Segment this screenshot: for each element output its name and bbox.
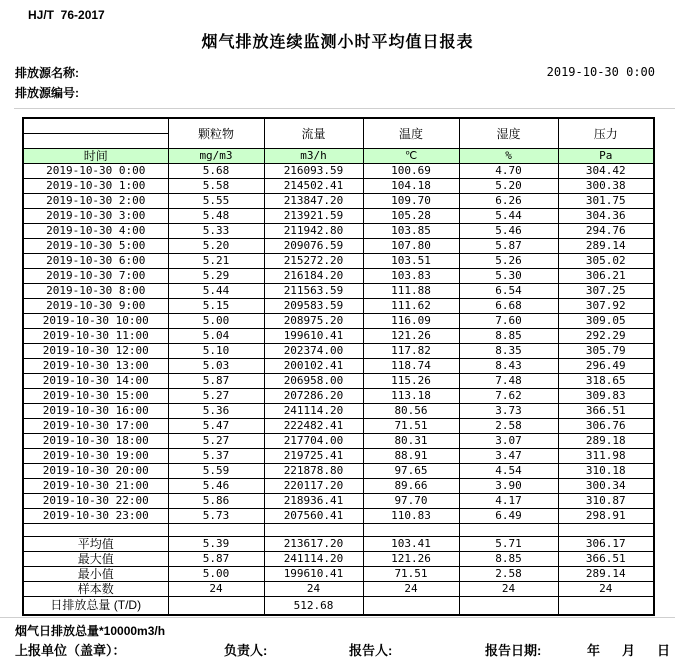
value-cell-particulate: 5.59 <box>168 464 264 479</box>
summary-label-cell: 样本数 <box>23 582 168 597</box>
table-row <box>23 404 654 419</box>
value-cell-humidity: 8.85 <box>459 329 558 344</box>
value-cell-pressure: 309.05 <box>558 314 654 329</box>
table-row <box>23 254 654 269</box>
time-cell: 2019-10-30 18:00 <box>23 434 168 449</box>
value-cell-pressure: 301.75 <box>558 194 654 209</box>
summary-label-cell: 最大值 <box>23 552 168 567</box>
value-cell-particulate: 5.87 <box>168 374 264 389</box>
value-cell-humidity: 4.54 <box>459 464 558 479</box>
value-cell-particulate: 5.73 <box>168 509 264 524</box>
value-cell-humidity: 5.46 <box>459 224 558 239</box>
time-cell: 2019-10-30 1:00 <box>23 179 168 194</box>
day-label: 日 <box>657 643 671 658</box>
value-cell-humidity: 5.26 <box>459 254 558 269</box>
value-cell-humidity: 6.26 <box>459 194 558 209</box>
value-cell-pressure: 311.98 <box>558 449 654 464</box>
data-rows <box>23 164 654 524</box>
time-cell: 2019-10-30 9:00 <box>23 299 168 314</box>
table-row <box>23 494 654 509</box>
summary-label-cell: 平均值 <box>23 537 168 552</box>
value-cell-temperature: 117.82 <box>363 344 459 359</box>
value-cell-particulate: 5.27 <box>168 434 264 449</box>
value-cell-temperature: 110.83 <box>363 509 459 524</box>
signature-line <box>0 640 675 658</box>
summary-value-particulate: 5.87 <box>168 552 264 567</box>
value-cell-temperature: 88.91 <box>363 449 459 464</box>
table-row <box>23 359 654 374</box>
table-row <box>23 344 654 359</box>
value-cell-humidity: 3.47 <box>459 449 558 464</box>
value-cell-temperature: 111.88 <box>363 284 459 299</box>
time-cell: 2019-10-30 15:00 <box>23 389 168 404</box>
value-cell-temperature: 109.70 <box>363 194 459 209</box>
table-row <box>23 479 654 494</box>
value-cell-flow: 200102.41 <box>264 359 363 374</box>
unit-header-humidity: % <box>459 149 558 164</box>
time-cell: 2019-10-30 17:00 <box>23 419 168 434</box>
value-cell-pressure: 310.87 <box>558 494 654 509</box>
value-cell-particulate: 5.20 <box>168 239 264 254</box>
value-cell-flow: 213847.20 <box>264 194 363 209</box>
summary-rows <box>23 537 654 616</box>
value-cell-temperature: 97.65 <box>363 464 459 479</box>
value-cell-temperature: 113.18 <box>363 389 459 404</box>
time-cell: 2019-10-30 4:00 <box>23 224 168 239</box>
report-date-label: 报告日期: <box>485 643 542 658</box>
table-row <box>23 269 654 284</box>
standard-number: HJ/T 76-2017 <box>28 8 105 22</box>
value-cell-flow: 221878.80 <box>264 464 363 479</box>
table-row <box>23 209 654 224</box>
table-row <box>23 509 654 524</box>
value-cell-humidity: 5.44 <box>459 209 558 224</box>
value-cell-particulate: 5.04 <box>168 329 264 344</box>
value-cell-particulate: 5.55 <box>168 194 264 209</box>
value-cell-flow: 217704.00 <box>264 434 363 449</box>
value-cell-humidity: 7.62 <box>459 389 558 404</box>
value-cell-temperature: 118.74 <box>363 359 459 374</box>
pollutant-header-row <box>23 118 654 149</box>
responsible-label: 负责人: <box>224 643 268 658</box>
report-unit-label: 上报单位（盖章）： <box>15 643 126 658</box>
value-cell-flow: 241114.20 <box>264 404 363 419</box>
summary-value-pressure <box>558 597 654 616</box>
value-cell-temperature: 97.70 <box>363 494 459 509</box>
value-cell-pressure: 296.49 <box>558 359 654 374</box>
value-cell-humidity: 5.20 <box>459 179 558 194</box>
value-cell-humidity: 7.48 <box>459 374 558 389</box>
column-header-particulate: 颗粒物 <box>168 118 264 149</box>
value-cell-humidity: 8.43 <box>459 359 558 374</box>
time-cell: 2019-10-30 3:00 <box>23 209 168 224</box>
value-cell-particulate: 5.48 <box>168 209 264 224</box>
summary-value-pressure: 366.51 <box>558 552 654 567</box>
value-cell-temperature: 111.62 <box>363 299 459 314</box>
spacer-section <box>23 524 654 537</box>
gridline-top <box>14 108 675 109</box>
value-cell-pressure: 289.18 <box>558 434 654 449</box>
value-cell-particulate: 5.68 <box>168 164 264 179</box>
value-cell-particulate: 5.00 <box>168 314 264 329</box>
value-cell-pressure: 292.29 <box>558 329 654 344</box>
summary-row <box>23 567 654 582</box>
source-name-label: 排放源名称: <box>15 66 79 80</box>
value-cell-temperature: 121.26 <box>363 329 459 344</box>
value-cell-humidity: 7.60 <box>459 314 558 329</box>
value-cell-temperature: 71.51 <box>363 419 459 434</box>
unit-header-flow: m3/h <box>264 149 363 164</box>
value-cell-flow: 213921.59 <box>264 209 363 224</box>
value-cell-pressure: 305.79 <box>558 344 654 359</box>
value-cell-temperature: 103.83 <box>363 269 459 284</box>
value-cell-particulate: 5.36 <box>168 404 264 419</box>
value-cell-flow: 220117.20 <box>264 479 363 494</box>
time-cell: 2019-10-30 16:00 <box>23 404 168 419</box>
value-cell-particulate: 5.29 <box>168 269 264 284</box>
summary-label-cell: 最小值 <box>23 567 168 582</box>
time-cell: 2019-10-30 0:00 <box>23 164 168 179</box>
time-cell: 2019-10-30 7:00 <box>23 269 168 284</box>
summary-value-particulate: 24 <box>168 582 264 597</box>
value-cell-pressure: 310.18 <box>558 464 654 479</box>
table-row <box>23 374 654 389</box>
source-code-label: 排放源编号: <box>15 86 79 100</box>
summary-value-pressure: 24 <box>558 582 654 597</box>
summary-value-temperature <box>363 597 459 616</box>
gridline-bottom <box>0 617 675 618</box>
time-cell: 2019-10-30 14:00 <box>23 374 168 389</box>
time-cell: 2019-10-30 6:00 <box>23 254 168 269</box>
page-title: 烟气排放连续监测小时平均值日报表 <box>201 34 474 51</box>
time-cell: 2019-10-30 12:00 <box>23 344 168 359</box>
summary-row <box>23 537 654 552</box>
value-cell-particulate: 5.10 <box>168 344 264 359</box>
value-cell-temperature: 104.18 <box>363 179 459 194</box>
summary-value-temperature: 24 <box>363 582 459 597</box>
unit-header-particulate: mg/m3 <box>168 149 264 164</box>
summary-value-temperature: 103.41 <box>363 537 459 552</box>
value-cell-flow: 211563.59 <box>264 284 363 299</box>
value-cell-pressure: 307.92 <box>558 299 654 314</box>
value-cell-flow: 207560.41 <box>264 509 363 524</box>
value-cell-flow: 216093.59 <box>264 164 363 179</box>
value-cell-pressure: 289.14 <box>558 239 654 254</box>
time-cell: 2019-10-30 11:00 <box>23 329 168 344</box>
value-cell-flow: 202374.00 <box>264 344 363 359</box>
value-cell-pressure: 300.38 <box>558 179 654 194</box>
value-cell-flow: 216184.20 <box>264 269 363 284</box>
value-cell-particulate: 5.27 <box>168 389 264 404</box>
summary-value-flow: 24 <box>264 582 363 597</box>
summary-value-pressure: 306.17 <box>558 537 654 552</box>
value-cell-humidity: 3.90 <box>459 479 558 494</box>
value-cell-humidity: 5.87 <box>459 239 558 254</box>
value-cell-flow: 199610.41 <box>264 329 363 344</box>
value-cell-temperature: 116.09 <box>363 314 459 329</box>
report-datetime: 2019-10-30 0:00 <box>546 65 655 79</box>
time-cell: 2019-10-30 10:00 <box>23 314 168 329</box>
value-cell-pressure: 306.21 <box>558 269 654 284</box>
table-row <box>23 419 654 434</box>
value-cell-flow: 215272.20 <box>264 254 363 269</box>
table-row <box>23 179 654 194</box>
value-cell-particulate: 5.21 <box>168 254 264 269</box>
summary-value-flow: 512.68 <box>264 597 363 616</box>
time-cell: 2019-10-30 19:00 <box>23 449 168 464</box>
time-cell: 2019-10-30 8:00 <box>23 284 168 299</box>
table-row <box>23 164 654 179</box>
unit-header-pressure: Pa <box>558 149 654 164</box>
value-cell-particulate: 5.15 <box>168 299 264 314</box>
table-row <box>23 224 654 239</box>
value-cell-humidity: 4.17 <box>459 494 558 509</box>
corner-divider <box>24 119 168 134</box>
value-cell-flow: 218936.41 <box>264 494 363 509</box>
value-cell-flow: 209583.59 <box>264 299 363 314</box>
summary-value-flow: 199610.41 <box>264 567 363 582</box>
value-cell-flow: 209076.59 <box>264 239 363 254</box>
value-cell-flow: 219725.41 <box>264 449 363 464</box>
value-cell-flow: 222482.41 <box>264 419 363 434</box>
time-cell: 2019-10-30 5:00 <box>23 239 168 254</box>
value-cell-particulate: 5.58 <box>168 179 264 194</box>
summary-value-humidity <box>459 597 558 616</box>
value-cell-humidity: 6.68 <box>459 299 558 314</box>
summary-value-pressure: 289.14 <box>558 567 654 582</box>
column-header-temperature: 温度 <box>363 118 459 149</box>
unit-header-temperature: ℃ <box>363 149 459 164</box>
value-cell-pressure: 304.42 <box>558 164 654 179</box>
value-cell-particulate: 5.47 <box>168 419 264 434</box>
value-cell-pressure: 294.76 <box>558 224 654 239</box>
value-cell-temperature: 115.26 <box>363 374 459 389</box>
value-cell-temperature: 80.56 <box>363 404 459 419</box>
time-cell: 2019-10-30 21:00 <box>23 479 168 494</box>
reporter-label: 报告人: <box>349 643 393 658</box>
time-header: 时间 <box>23 149 168 164</box>
flue-gas-total-note: 烟气日排放总量*10000m3/h <box>15 624 166 638</box>
table-row <box>23 434 654 449</box>
value-cell-particulate: 5.37 <box>168 449 264 464</box>
value-cell-flow: 206958.00 <box>264 374 363 389</box>
summary-value-flow: 241114.20 <box>264 552 363 567</box>
value-cell-pressure: 318.65 <box>558 374 654 389</box>
time-cell: 2019-10-30 13:00 <box>23 359 168 374</box>
value-cell-humidity: 4.70 <box>459 164 558 179</box>
summary-value-humidity: 5.71 <box>459 537 558 552</box>
summary-value-particulate: 5.39 <box>168 537 264 552</box>
time-cell: 2019-10-30 22:00 <box>23 494 168 509</box>
value-cell-temperature: 103.51 <box>363 254 459 269</box>
value-cell-humidity: 5.30 <box>459 269 558 284</box>
value-cell-humidity: 2.58 <box>459 419 558 434</box>
summary-value-humidity: 2.58 <box>459 567 558 582</box>
value-cell-humidity: 3.73 <box>459 404 558 419</box>
spacer-row <box>23 524 654 537</box>
table-row <box>23 299 654 314</box>
table-row <box>23 389 654 404</box>
corner-header-cell <box>23 118 168 149</box>
column-header-humidity: 湿度 <box>459 118 558 149</box>
summary-value-temperature: 71.51 <box>363 567 459 582</box>
time-cell: 2019-10-30 23:00 <box>23 509 168 524</box>
table-row <box>23 284 654 299</box>
value-cell-flow: 214502.41 <box>264 179 363 194</box>
summary-label-cell: 日排放总量 (T/D) <box>23 597 168 616</box>
value-cell-pressure: 306.76 <box>558 419 654 434</box>
column-header-flow: 流量 <box>264 118 363 149</box>
value-cell-pressure: 309.83 <box>558 389 654 404</box>
summary-value-humidity: 24 <box>459 582 558 597</box>
value-cell-temperature: 103.85 <box>363 224 459 239</box>
value-cell-temperature: 80.31 <box>363 434 459 449</box>
report-table <box>22 117 655 616</box>
value-cell-temperature: 100.69 <box>363 164 459 179</box>
summary-value-temperature: 121.26 <box>363 552 459 567</box>
value-cell-particulate: 5.46 <box>168 479 264 494</box>
table-row <box>23 464 654 479</box>
summary-value-flow: 213617.20 <box>264 537 363 552</box>
value-cell-particulate: 5.33 <box>168 224 264 239</box>
value-cell-particulate: 5.86 <box>168 494 264 509</box>
summary-row <box>23 582 654 597</box>
value-cell-flow: 211942.80 <box>264 224 363 239</box>
value-cell-pressure: 305.02 <box>558 254 654 269</box>
value-cell-particulate: 5.44 <box>168 284 264 299</box>
table-row <box>23 314 654 329</box>
summary-row <box>23 552 654 567</box>
value-cell-humidity: 6.49 <box>459 509 558 524</box>
table-row <box>23 449 654 464</box>
value-cell-pressure: 366.51 <box>558 404 654 419</box>
value-cell-temperature: 107.80 <box>363 239 459 254</box>
summary-value-humidity: 8.85 <box>459 552 558 567</box>
value-cell-flow: 207286.20 <box>264 389 363 404</box>
month-label: 月 <box>622 643 636 658</box>
value-cell-temperature: 89.66 <box>363 479 459 494</box>
time-cell: 2019-10-30 2:00 <box>23 194 168 209</box>
value-cell-temperature: 105.28 <box>363 209 459 224</box>
value-cell-flow: 208975.20 <box>264 314 363 329</box>
unit-header-row <box>23 149 654 164</box>
summary-row <box>23 597 654 616</box>
value-cell-pressure: 304.36 <box>558 209 654 224</box>
summary-value-particulate: 5.00 <box>168 567 264 582</box>
time-cell: 2019-10-30 20:00 <box>23 464 168 479</box>
column-header-pressure: 压力 <box>558 118 654 149</box>
value-cell-particulate: 5.03 <box>168 359 264 374</box>
value-cell-humidity: 6.54 <box>459 284 558 299</box>
summary-value-particulate <box>168 597 264 616</box>
value-cell-humidity: 8.35 <box>459 344 558 359</box>
table-row <box>23 194 654 209</box>
value-cell-pressure: 300.34 <box>558 479 654 494</box>
value-cell-pressure: 307.25 <box>558 284 654 299</box>
value-cell-pressure: 298.91 <box>558 509 654 524</box>
table-row <box>23 239 654 254</box>
value-cell-humidity: 3.07 <box>459 434 558 449</box>
table-row <box>23 329 654 344</box>
year-label: 年 <box>587 643 601 658</box>
